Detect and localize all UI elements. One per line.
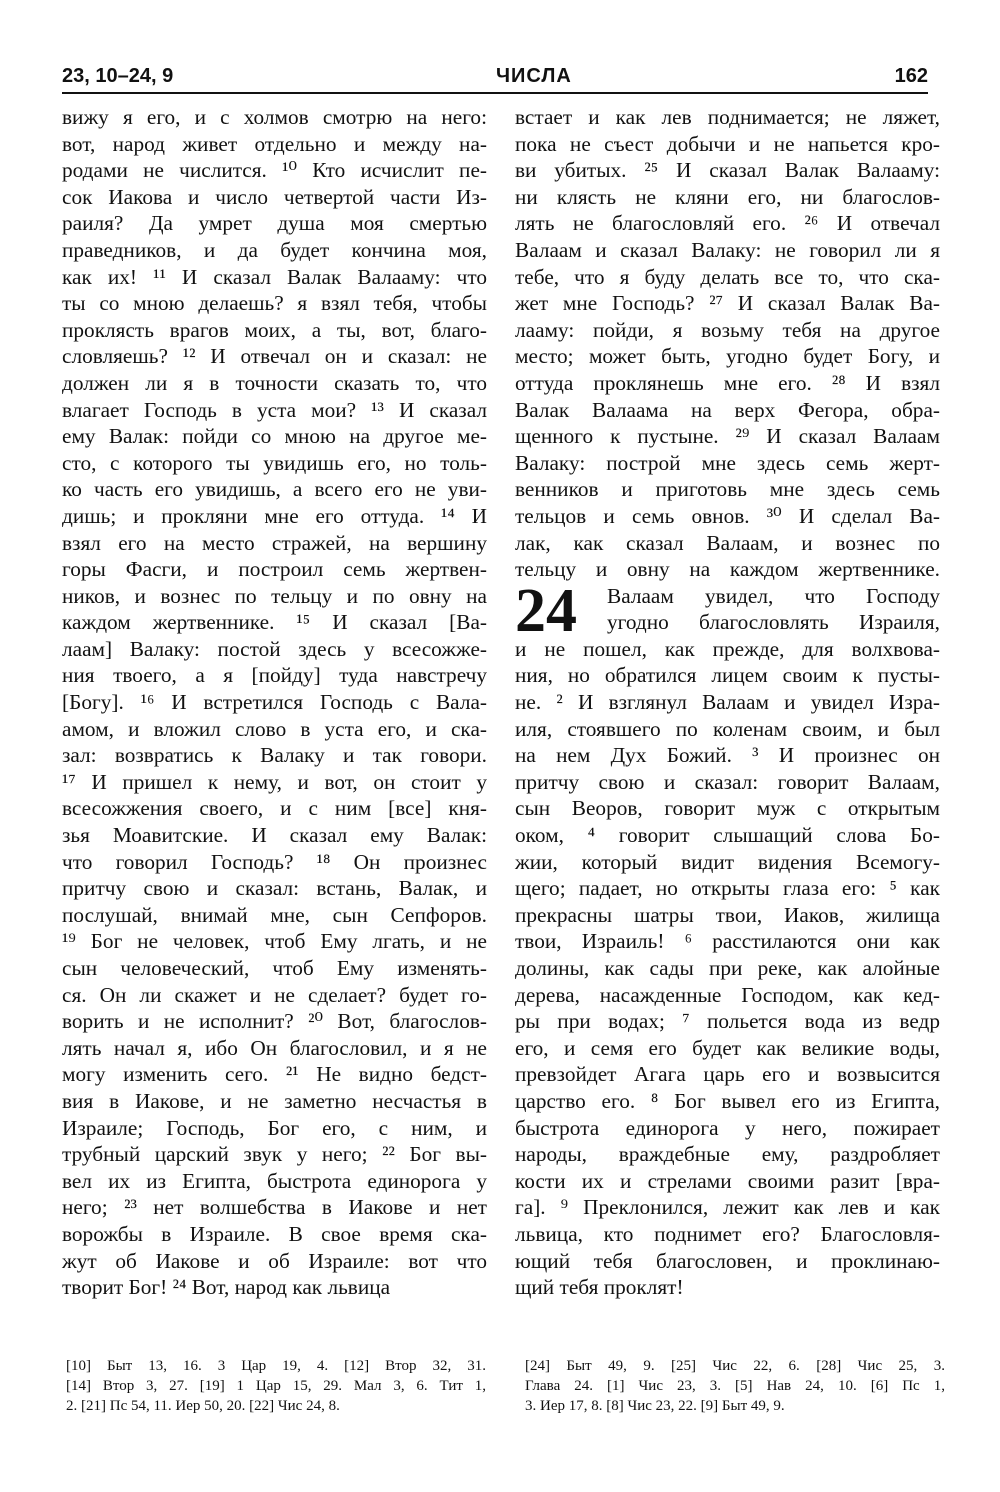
page-number: 162	[894, 65, 928, 87]
text-line: твои, Израиль! ⁶ расстилаются они как	[515, 929, 940, 954]
chapter-indented-lines	[515, 583, 940, 636]
text-line: ры при водах; ⁷ польется вода из ведр	[515, 1009, 940, 1034]
text-line: 3. Иер 17, 8. [8] Чис 23, 22. [9] Быт 49, 9.	[525, 1398, 785, 1414]
text-line: вия в Иакове, и не заметно несчастья в	[62, 1088, 487, 1113]
text-line: сын человеческий, чтоб Ему изменять-	[62, 956, 487, 980]
text-line: сок Иакова и число четвертой части Из-	[62, 184, 487, 209]
text-line: и не пошел, как прежде, для волхвова-	[515, 636, 940, 661]
text-line: Глава 24. [1] Чис 23, 3. [5] Нав 24, 10. [6] Пс 1,	[525, 1378, 945, 1394]
text-line: лак, как сказал Валаам, и вознес по	[515, 530, 940, 555]
text-line: ни клясть не кляни его, ни благослов-	[515, 184, 940, 209]
text-line: жут об Иакове и об Израиле: вот что	[62, 1248, 487, 1273]
text-line: трубный царский звук у него; ²² Бог вы-	[62, 1142, 487, 1167]
text-line: могу изменить сего. ²¹ Не видно бедст-	[62, 1062, 487, 1087]
text-line: ко часть его увидишь, а всего его не уви-	[62, 477, 487, 502]
text-line: ему Валак: пойди со мною на другое ме-	[62, 424, 487, 449]
text-line: Валаку: построй мне здесь семь жерт-	[515, 450, 940, 475]
text-line: как их! ¹¹ И сказал Валак Валааму: что	[62, 264, 487, 289]
text-line: га]. ⁹ Преклонился, лежит как лев и как	[515, 1195, 940, 1220]
text-line: Валак Валаама на верх Фегора, обра-	[515, 397, 940, 422]
text-line: притчу свою и сказал: встань, Валак, и	[62, 876, 487, 901]
text-line: дишь; и прокляни мне его оттуда. ¹⁴ И	[62, 503, 487, 528]
text-line: Валаам и сказал Валаку: не говорил ли я	[515, 237, 940, 262]
text-line: каждом жертвеннике. ¹⁵ И сказал [Ва-	[62, 610, 487, 635]
text-line: ся. Он ли скажет и не сделает? будет го-	[62, 982, 487, 1007]
text-line: творит Бог! ²⁴ Вот, народ как львица	[62, 1275, 391, 1300]
text-line: прекрасны шатры твои, Иаков, жилища	[515, 902, 940, 927]
text-line: ¹⁷ И пришел к нему, и вот, он стоит у	[62, 769, 487, 794]
left-text-column	[62, 104, 487, 1301]
text-line: щего; падает, но открыты глаза его: ⁵ как	[515, 876, 940, 901]
text-line: 2. [21] Пс 54, 11. Иер 50, 20. [22] Чис 24, 8.	[66, 1398, 340, 1414]
text-line: долины, как сады при реке, как алойные	[515, 956, 940, 980]
text-line: царство его. ⁸ Бог вывел его из Египта,	[515, 1088, 940, 1113]
text-line: его, и семя его будет как великие воды,	[515, 1035, 940, 1060]
text-line: всесожжения своего, и с ним [все] кня-	[62, 796, 487, 821]
text-line: Израиле; Господь, Бог его, с ним, и	[62, 1115, 487, 1140]
text-line: щенного к пустыне. ²⁹ И сказал Валаам	[515, 424, 940, 449]
text-line: оттуда проклянешь мне его. ²⁸ И взял	[515, 370, 940, 395]
text-line: иля, стоявшего по коленам своим, и был	[515, 716, 940, 741]
text-line: [14] Втор 3, 27. [19] 1 Цар 15, 29. Мал 3, 6. Тит 1,	[66, 1378, 486, 1394]
text-line: зья Моавитские. И сказал ему Валак:	[62, 823, 487, 848]
text-line: жии, который видит видения Всемогу-	[515, 849, 940, 874]
text-line: угодно благословлять Израиля,	[607, 610, 940, 635]
text-line: влагает Господь в уста мои? ¹³ И сказал	[62, 397, 487, 422]
text-line: должен ли я в точности сказать то, что	[62, 370, 487, 395]
text-line: раиля? Да умрет душа моя смертью	[62, 211, 487, 236]
text-line: быстрота единорога у него, пожирает	[515, 1115, 940, 1140]
text-line: сын Веоров, говорит муж с открытым	[515, 796, 940, 821]
text-line: лаам] Валаку: постой здесь у всесожже-	[62, 636, 487, 661]
text-line: дерева, насажденные Господом, как кед-	[515, 982, 940, 1007]
chapter-number: 24	[515, 576, 577, 645]
text-line: вижу я его, и с холмов смотрю на него:	[62, 105, 487, 129]
text-line: взял его на место стражей, на вершину	[62, 530, 487, 555]
text-line: лааму: пойди, я возьму тебя на другое	[515, 317, 940, 342]
chapter-24-start	[515, 576, 940, 645]
text-line: праведников, и да будет кончина моя,	[62, 237, 487, 262]
text-line: лять начал я, ибо Он благословил, и я не	[62, 1035, 487, 1060]
text-line: жет мне Господь? ²⁷ И сказал Валак Ва-	[515, 291, 940, 316]
text-line: притчу свою и сказал: говорит Валаам,	[515, 769, 940, 794]
text-line: зал: возвратись к Валаку и так говори.	[62, 743, 487, 768]
text-line: проклясть врагов моих, а ты, вот, благо-	[62, 317, 487, 342]
text-line: пока не съест добычи и не напьется кро-	[515, 131, 940, 156]
text-line: сто, с которого ты увидишь его, но толь-	[62, 450, 487, 475]
text-line: ¹⁹ Бог не человек, чтоб Ему лгать, и не	[62, 929, 487, 954]
text-line: него; ²³ нет волшебства в Иакове и нет	[62, 1195, 487, 1220]
text-line: горы Фасги, и построил семь жертвен-	[62, 557, 487, 582]
text-line: вел их из Египта, быстрота единорога у	[62, 1168, 487, 1193]
text-line: место; может быть, угодно будет Богу, и	[515, 344, 940, 369]
text-line: родами не числится. ¹⁰ Кто исчислит пе-	[62, 158, 487, 183]
right-text-column	[515, 104, 940, 1301]
text-line: лять не благословляй его. ²⁶ И отвечал	[515, 211, 940, 236]
text-line: народы, враждебные ему, раздробляет	[515, 1142, 940, 1167]
text-line: оком, ⁴ говорит слышащий слова Бо-	[515, 823, 940, 848]
chapter-23-ending	[515, 104, 940, 583]
text-line: ющий тебя благословен, и проклинаю-	[515, 1248, 940, 1273]
text-line: щий тебя проклят!	[515, 1275, 684, 1300]
text-line: тельцу и овну на каждом жертвеннике.	[515, 557, 940, 582]
text-line: амом, и вложил слово в уста его, и ска-	[62, 716, 487, 741]
text-line: ворить и не исполнит? ²⁰ Вот, благослов-	[62, 1009, 487, 1034]
footnotes-left	[66, 1356, 486, 1416]
text-line: встает и как лев поднимается; не ляжет,	[515, 105, 940, 129]
text-line: [Богу]. ¹⁶ И встретился Господь с Вала-	[62, 690, 487, 715]
text-line: словляешь? ¹² И отвечал он и сказал: не	[62, 344, 487, 369]
text-line: ты со мною делаешь? я взял тебя, чтобы	[62, 291, 487, 316]
text-line: ния твоего, а я [пойду] туда навстречу	[62, 663, 487, 688]
text-line: венников и приготовь мне здесь семь	[515, 477, 940, 502]
text-line: тебе, что я буду делать все то, что ска-	[515, 264, 940, 289]
text-line: кости их и стрелами своими разит [вра-	[515, 1168, 940, 1193]
text-line: [10] Быт 13, 16. 3 Цар 19, 4. [12] Втор 32, 31.	[66, 1358, 486, 1374]
text-line: тельцов и семь овнов. ³⁰ И сделал Ва-	[515, 503, 940, 528]
text-line: вот, народ живет отдельно и между на-	[62, 131, 487, 156]
text-line: львица, кто поднимет его? Благословля-	[515, 1221, 940, 1246]
running-header	[62, 58, 928, 94]
text-line: не. ² И взглянул Валаам и увидел Изра-	[515, 690, 940, 715]
text-line: ния, но обратился лицем своим к пусты-	[515, 663, 940, 688]
verse-range: 23, 10–24, 9	[62, 65, 174, 87]
text-line: послушай, внимай мне, сын Сепфоров.	[62, 902, 487, 927]
text-line: ворожбы в Израиле. В свое время ска-	[62, 1221, 487, 1246]
text-line: Валаам увидел, что Господу	[607, 583, 940, 608]
chapter-24-text	[515, 636, 940, 1301]
text-line: ви убитых. ²⁵ И сказал Валак Валааму:	[515, 158, 940, 183]
book-title: ЧИСЛА	[495, 65, 572, 87]
text-line: на нем Дух Божий. ³ И произнес он	[515, 743, 940, 768]
footnotes-right	[525, 1356, 945, 1416]
text-line: ников, и вознес по тельцу и по овну на	[62, 583, 487, 608]
text-line: [24] Быт 49, 9. [25] Чис 22, 6. [28] Чис 25, 3.	[525, 1358, 945, 1374]
text-line: превзойдет Агага царь его и возвысится	[515, 1062, 940, 1087]
text-line: что говорил Господь? ¹⁸ Он произнес	[62, 849, 487, 874]
